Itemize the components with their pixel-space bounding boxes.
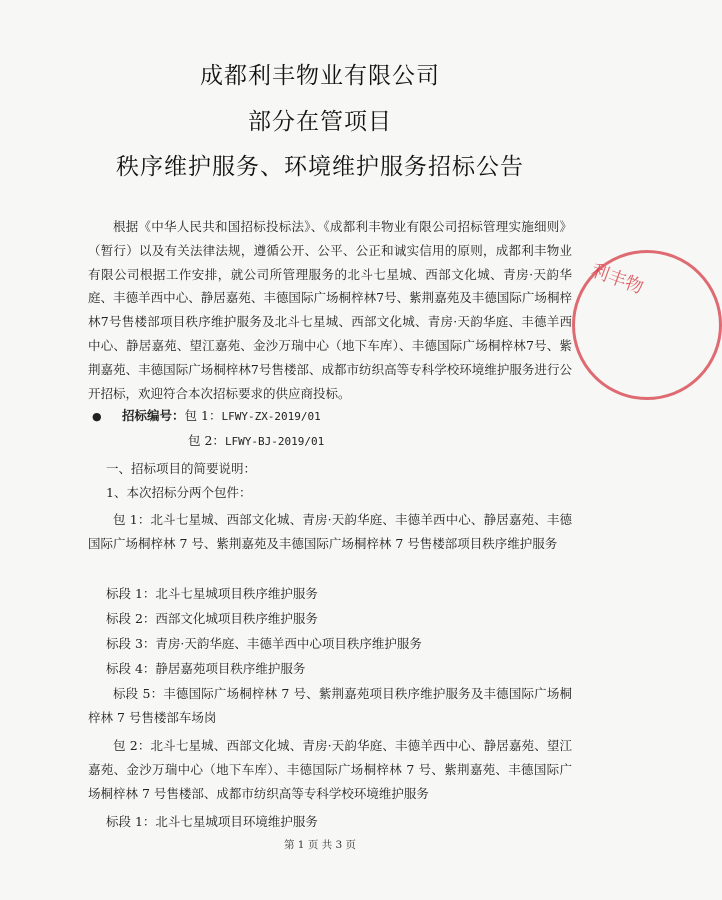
- page-number: 第 1 页 共 3 页: [283, 839, 357, 851]
- bullet-icon: ●: [92, 410, 102, 423]
- pkg1-code: LFWY-ZX-2019/01: [221, 410, 321, 423]
- pkg2-prefix: 包 2：: [188, 433, 225, 448]
- section-item-1: 1、本次招标分两个包件：: [106, 485, 252, 500]
- lot-1-1: 标段 1：北斗七星城项目秩序维护服务: [106, 586, 318, 601]
- lot-1-5: 标段 5：丰德国际广场桐梓林 7 号、紫荆嘉苑项目秩序维护服务及丰德国际广场桐梓林 7 号售楼部车场岗: [88, 686, 572, 725]
- intro-paragraph: 根据《中华人民共和国招标投标法》、《成都利丰物业有限公司招标管理实施细则》（暂行）以及有关法律法规，遵循公开、公平、公正和诚实信用的原则，成都利丰物业有限公司根据工作安排，就公司所管理服务的北斗七星城、西部文化城、青房·天韵华庭、丰德羊西中心、静居嘉苑、丰德国际广场桐梓林7号、紫荆嘉苑及丰德国际广场桐梓林7号售楼部项目秩序维护服务及北斗七星城、西部文化城、青房·天韵华庭、丰德羊西中心、静居嘉苑、望江嘉苑、金沙万瑞中心（地下车库）、丰德国际广场桐梓林7号、紫荆嘉苑、丰德国际广场桐梓林7号售楼部、成都市纺织高等专科学校环境维护服务进行公开招标，欢迎符合本次招标要求的供应商投标。: [88, 219, 572, 401]
- bid-number-line-1: [92, 406, 321, 424]
- lot-1-3: 标段 3：青房·天韵华庭、丰德羊西中心项目秩序维护服务: [106, 636, 422, 651]
- package-1-description: 包 1：北斗七星城、西部文化城、青房·天韵华庭、丰德羊西中心、静居嘉苑、丰德国际广场桐梓林 7 号、紫荆嘉苑及丰德国际广场桐梓林 7 号售楼部项目秩序维护服务: [88, 512, 572, 551]
- title-announcement: 秩序维护服务、环境维护服务招标公告: [116, 154, 524, 180]
- pkg1-prefix: 包 1：: [184, 408, 222, 423]
- lot-2-1: 标段 1：北斗七星城项目环境维护服务: [106, 814, 318, 829]
- lot-1-4: 标段 4：静居嘉苑项目秩序维护服务: [106, 661, 306, 676]
- bid-number-label: 招标编号：: [122, 408, 185, 423]
- title-company: 成都利丰物业有限公司: [200, 63, 440, 89]
- package-2-description: 包 2：北斗七星城、西部文化城、青房·天韵华庭、丰德羊西中心、静居嘉苑、望江嘉苑、金沙万瑞中心（地下车库）、丰德国际广场桐梓林 7 号、紫荆嘉苑、丰德国际广场桐梓林 7 号售楼部、成都市纺织高等专科学校环境维护服务: [88, 738, 572, 801]
- title-scope: 部分在管项目: [248, 109, 392, 135]
- bid-number-line-2: [188, 431, 324, 449]
- pkg2-code: LFWY-BJ-2019/01: [224, 435, 325, 448]
- seal-text: 利丰物: [588, 260, 647, 299]
- lot-1-2: 标段 2：西部文化城项目秩序维护服务: [106, 611, 318, 626]
- section-heading: 一、招标项目的简要说明：: [106, 461, 257, 476]
